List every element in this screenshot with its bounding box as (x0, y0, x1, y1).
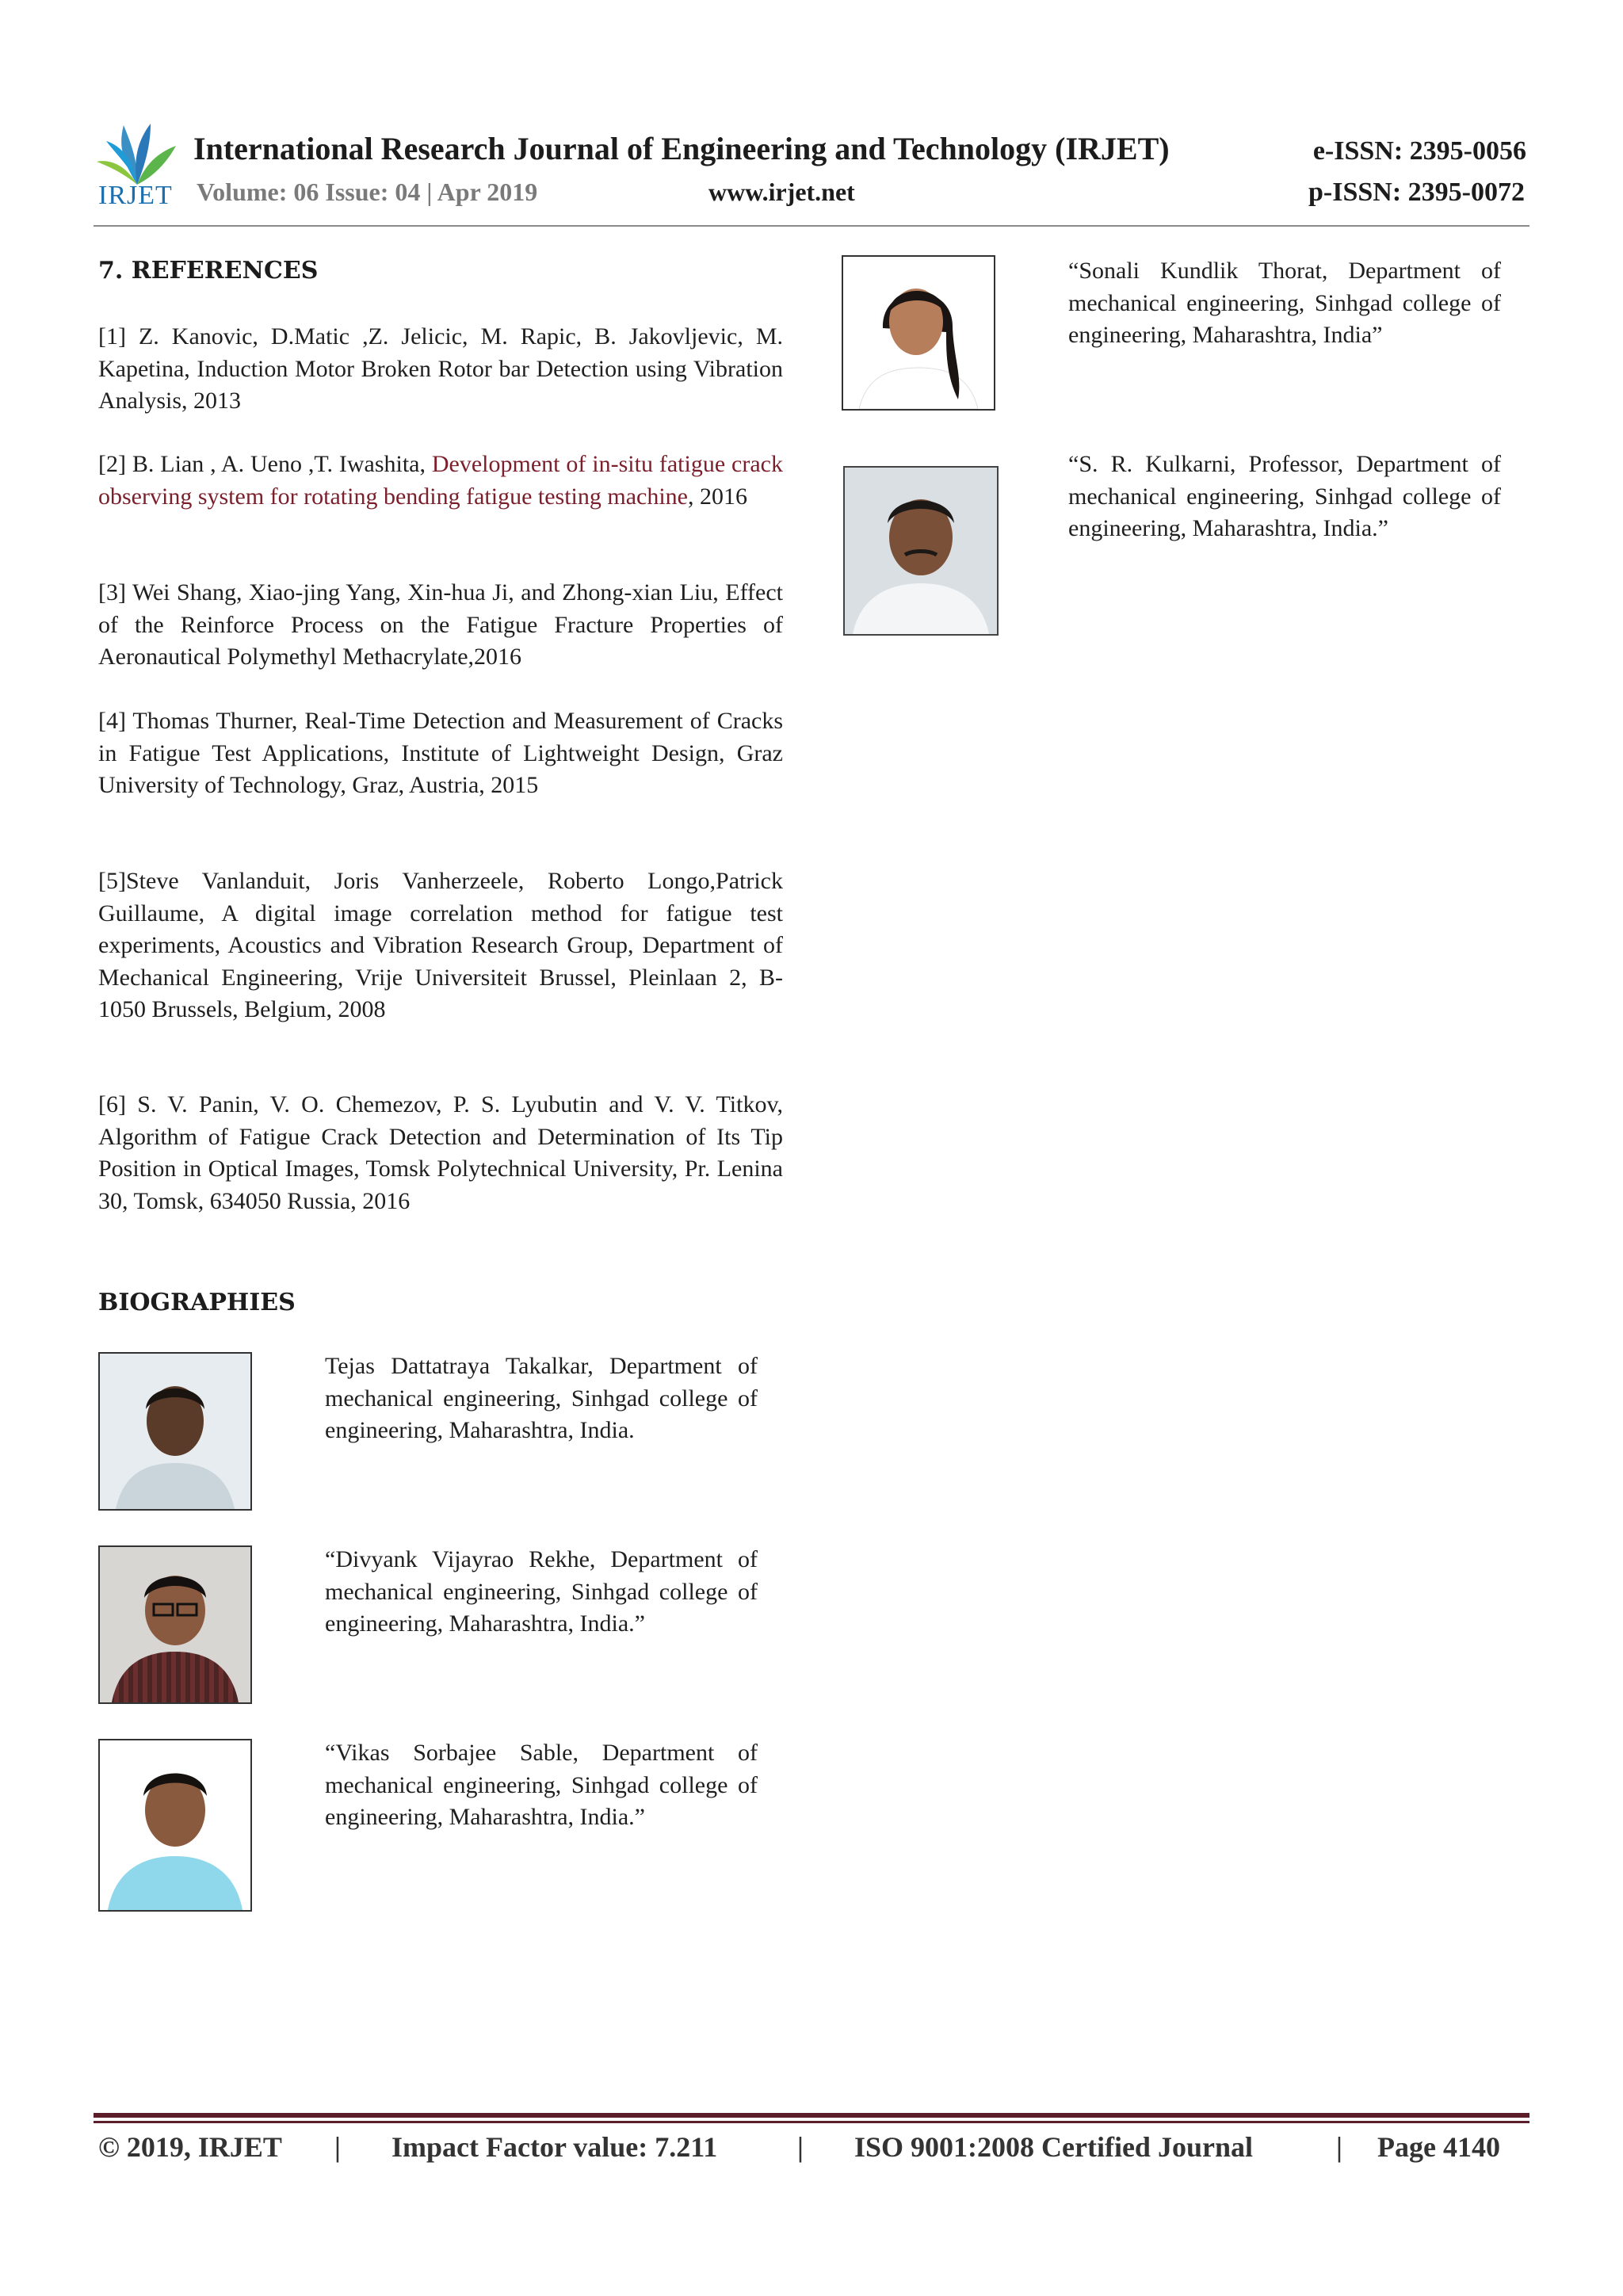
reference-item: [5]Steve Vanlanduit, Joris Vanherzeele, Roberto Longo,Patrick Guillaume, A digital image correlation method for fatigue test experiments, Acoustics and Vibration Research Group, Department of Mechanical Engineering, Vrije Universiteit Brussel, Pleinlaan 2, B-1050 Brussels, Belgium, 2008 (98, 868, 783, 1022)
footer-separator: | (334, 2131, 341, 2163)
reference-link[interactable]: Development of in-situ fatigue crack observing system for rotating bending fatigue testing machine (98, 451, 783, 510)
footer-separator: | (797, 2131, 804, 2163)
leaf-logo-icon (94, 117, 181, 189)
reference-item (98, 449, 783, 513)
author-photo (98, 1352, 252, 1511)
logo-text: IRJET (98, 181, 173, 210)
portrait-icon (100, 1547, 250, 1702)
portrait-icon (100, 1740, 250, 1910)
portrait-icon (845, 468, 997, 634)
reference-item: [1] Z. Kanovic, D.Matic ,Z. Jelicic, M. Rapic, B. Jakovljevic, M. Kapetina, Induction Motor Broken Rotor bar Detection using Vibration Analysis, 2013 (98, 323, 783, 414)
reference-suffix: , 2016 (688, 483, 747, 510)
footer-impact-factor: Impact Factor value: 7.211 (391, 2131, 718, 2163)
author-photo (98, 1739, 252, 1912)
footer-iso: ISO 9001:2008 Certified Journal (854, 2131, 1253, 2163)
author-bio: “Sonali Kundlik Thorat, Department of mechanical engineering, Sinhgad college of engineering, Maharashtra, India” (1068, 258, 1501, 348)
footer-copyright: © 2019, IRJET (98, 2131, 282, 2163)
volume-info: Volume: 06 Issue: 04 | Apr 2019 (197, 178, 538, 206)
footer-divider-thin (94, 2121, 1529, 2123)
portrait-icon (843, 257, 994, 409)
p-issn: p-ISSN: 2395-0072 (1308, 178, 1525, 207)
author-bio: “S. R. Kulkarni, Professor, Department of mechanical engineering, Sinhgad college of engineering, Maharashtra, India.” (1068, 451, 1501, 541)
e-issn: e-ISSN: 2395-0056 (1312, 136, 1526, 166)
journal-title: International Research Journal of Engineering and Technology (IRJET) (193, 131, 1170, 166)
author-bio: “Divyank Vijayrao Rekhe, Department of mechanical engineering, Sinhgad college of engineering, Maharashtra, India.” (325, 1546, 758, 1637)
reference-item: [3] Wei Shang, Xiao-jing Yang, Xin-hua Ji, and Zhong-xian Liu, Effect of the Reinforce Process on the Fatigue Fracture Properties of Aeronautical Polymethyl Methacrylate,2016 (98, 579, 783, 670)
reference-prefix: [2] B. Lian , A. Ueno ,T. Iwashita, (98, 451, 432, 477)
website-link[interactable]: www.irjet.net (708, 178, 855, 206)
references-heading: 7. REFERENCES (98, 257, 319, 285)
author-photo (842, 255, 995, 411)
biographies-heading: BIOGRAPHIES (98, 1289, 296, 1316)
author-photo (98, 1545, 252, 1704)
footer-separator: | (1336, 2131, 1342, 2163)
footer-divider (94, 2113, 1529, 2118)
footer-page-number: Page 4140 (1377, 2131, 1500, 2163)
portrait-icon (100, 1354, 250, 1509)
author-bio: “Vikas Sorbajee Sable, Department of mechanical engineering, Sinhgad college of engineering, Maharashtra, India.” (325, 1740, 758, 1830)
author-bio: Tejas Dattatraya Takalkar, Department of mechanical engineering, Sinhgad college of engineering, Maharashtra, India. (325, 1353, 758, 1443)
author-photo (843, 466, 999, 636)
reference-item: [4] Thomas Thurner, Real-Time Detection and Measurement of Cracks in Fatigue Test Applications, Institute of Lightweight Design, Graz University of Technology, Graz, Austria, 2015 (98, 708, 783, 798)
header-divider (94, 225, 1529, 227)
reference-item: [6] S. V. Panin, V. O. Chemezov, P. S. Lyubutin and V. V. Titkov, Algorithm of Fatigue Crack Detection and Determination of Its Tip Position in Optical Images, Tomsk Polytechnical University, Pr. Lenina 30, Tomsk, 634050 Russia, 2016 (98, 1091, 783, 1214)
